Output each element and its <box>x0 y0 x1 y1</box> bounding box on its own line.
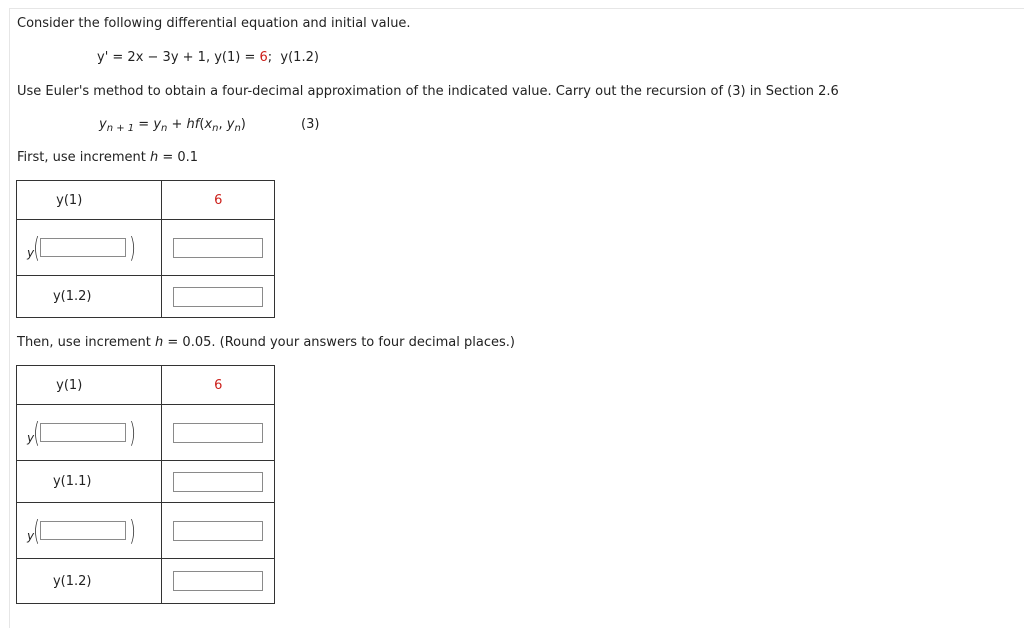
row-label <box>17 366 162 405</box>
x-value-input[interactable] <box>40 521 126 540</box>
x-value-input[interactable] <box>40 423 126 442</box>
row-label <box>17 181 162 220</box>
row-value <box>162 503 275 559</box>
row-value <box>162 559 275 604</box>
rec-sub-n1: n + 1 <box>106 123 135 134</box>
rec-y1: y <box>99 117 107 132</box>
ode-target: y(1.2) <box>280 50 319 65</box>
table-row <box>17 405 275 461</box>
part1-h: h <box>149 150 159 165</box>
table-row <box>17 503 275 559</box>
row-label <box>17 503 162 559</box>
rec-eq: = <box>134 117 154 132</box>
part1-prefix: First, use increment <box>17 150 150 165</box>
row-label <box>17 276 162 318</box>
label-y1: y(1) <box>56 192 83 208</box>
part1-instruction <box>17 150 198 166</box>
label-y1: y(1) <box>56 377 83 393</box>
table-row <box>17 559 275 604</box>
table-row <box>17 181 275 220</box>
right-paren: ) <box>129 230 136 264</box>
y-value-input[interactable] <box>173 423 263 443</box>
right-paren: ) <box>129 415 136 449</box>
ode-separator: ; <box>267 50 273 65</box>
x-input-wrapper <box>17 230 161 264</box>
part2-suffix: = 0.05. (Round your answers to four decimal places.) <box>163 335 515 350</box>
part1-suffix: = 0.1 <box>158 150 199 165</box>
ode-equation <box>97 50 319 66</box>
euler-table-h005 <box>16 365 275 604</box>
left-paren: ( <box>33 415 40 449</box>
rec-comma: , <box>218 117 227 132</box>
rec-y2: y <box>153 117 162 132</box>
x-input-wrapper <box>17 513 161 547</box>
y12-input[interactable] <box>173 571 263 591</box>
table-row <box>17 366 275 405</box>
label-y12: y(1.2) <box>52 573 92 589</box>
y-value-input[interactable] <box>173 238 263 258</box>
right-paren: ) <box>129 513 136 547</box>
rec-sub-n: n <box>161 123 168 134</box>
part2-instruction <box>17 335 515 351</box>
table-row <box>17 461 275 503</box>
recursion-label: (3) <box>301 117 320 132</box>
rec-sub-xn: n <box>212 123 219 134</box>
rec-plus: + <box>167 117 187 132</box>
y-letter: y <box>27 528 35 543</box>
rec-y3: y <box>226 117 235 132</box>
part2-prefix: Then, use increment <box>17 335 156 350</box>
x-input-wrapper <box>17 415 161 449</box>
row-value <box>162 276 275 318</box>
rec-close: ) <box>240 117 246 132</box>
left-paren: ( <box>33 230 40 264</box>
part2-h: h <box>155 335 164 350</box>
rec-open: ( <box>199 117 205 132</box>
table-row <box>17 276 275 318</box>
label-y12: y(1.2) <box>52 289 92 304</box>
y-value-input[interactable] <box>173 521 263 541</box>
euler-table-h01 <box>16 180 275 318</box>
y-letter: y <box>27 430 35 445</box>
row-value: 6 <box>162 181 275 220</box>
instruction-text: Use Euler's method to obtain a four-decimal approximation of the indicated value. Carry out the recursion of (3) in Section 2.6 <box>17 84 839 99</box>
rec-sub-yn: n <box>234 123 241 134</box>
row-value: 6 <box>162 366 275 405</box>
ode-initial-value: 6 <box>259 50 268 65</box>
intro-text: Consider the following differential equation and initial value. <box>17 16 411 31</box>
x-value-input[interactable] <box>40 238 126 257</box>
row-value <box>162 220 275 276</box>
row-value <box>162 461 275 503</box>
y11-input[interactable] <box>173 472 263 492</box>
row-label <box>17 461 162 503</box>
table-row <box>17 220 275 276</box>
row-label <box>17 405 162 461</box>
row-label <box>17 559 162 604</box>
rec-x: x <box>204 117 213 132</box>
ode-lhs: y' = 2x − 3y + 1, y(1) = <box>97 50 260 65</box>
left-paren: ( <box>33 513 40 547</box>
y-letter: y <box>27 245 35 260</box>
rec-hf: hf <box>186 117 200 132</box>
label-y11: y(1.1) <box>52 474 92 489</box>
y12-input[interactable] <box>173 287 263 307</box>
recursion-formula <box>99 117 246 134</box>
row-value <box>162 405 275 461</box>
row-label <box>17 220 162 276</box>
